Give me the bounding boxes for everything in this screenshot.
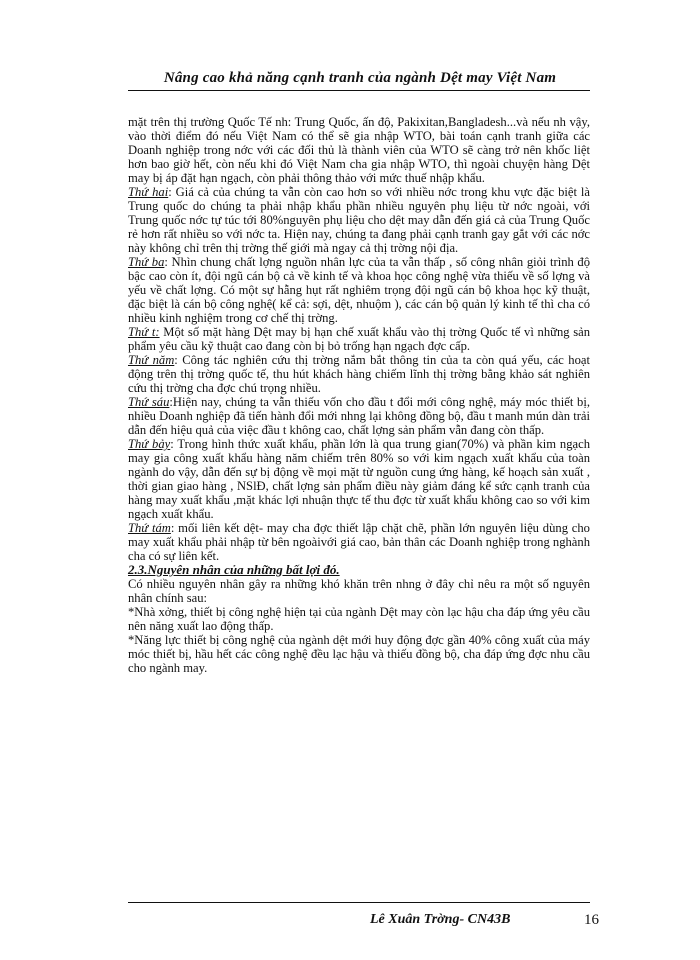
header-rule	[128, 90, 590, 91]
paragraph-lead: Thứ hai	[128, 185, 169, 199]
paragraph-thu-hai	[128, 185, 590, 255]
paragraph-thu-ba	[128, 255, 590, 325]
page-number: 16	[584, 912, 599, 928]
bullet-item: *Nhà xởng, thiết bị công nghệ hiện tại của ngành Dệt may còn lạc hậu cha đáp ứng yêu cầu nên năng xuất lao động thấp.	[128, 605, 590, 633]
section-intro: Có nhiều nguyên nhân gây ra những khó khăn trên nhng ở đây chỉ nêu ra một số nguyên nhân chính sau:	[128, 577, 590, 605]
paragraph-lead: Thứ năm	[128, 353, 175, 367]
paragraph-text: : Trong hình thức xuất khẩu, phần lớn là qua trung gian(70%) và phần kim ngạch may gia công xuất khẩu hàng năm chiếm trên 80% so với kim ngạch xuất khẩu của toàn ngành do vậy, dẫn đến sự bị động về mọi mặt từ nguồn cung ứng hàng, kế hoạch sản xuất , thời gian giao hàng , NSlĐ, chất lợng sản phẩm điều này giảm đáng kể sức cạnh tranh của hàng may xuất khẩu ,mặt khác lợi nhuận thực tế thu đợc từ xuất khẩu không cao so với kim ngạch xuất khẩu.	[128, 437, 590, 521]
footer-author: Lê Xuân Trờng- CN43B	[370, 912, 511, 927]
section-heading: 2.3.Nguyên nhân của những bất lợi đó.	[128, 562, 340, 577]
paragraph-thu-tam	[128, 521, 590, 563]
paragraph-text: : Công tác nghiên cứu thị trờng nắm bắt thông tin của ta còn quá yếu, các hoạt động trên thị trờng quốc tế, thu hút khách hàng chiếm lĩnh thị trờng bằng khảo sát nghiên cứu thị trờng cha đợc chú trọng nhiều.	[128, 353, 590, 395]
paragraph-thu-nam	[128, 353, 590, 395]
paragraph-text: : mối liên kết dệt- may cha đợc thiết lập chặt chẽ, phần lớn nguyên liệu dùng cho may xuất khẩu phải nhập từ bên ngoàivới giá cao, bản thân các Doanh nghiệp trong nghành cha có sự liên kết.	[128, 521, 590, 563]
paragraph-lead: Thứ bảy	[128, 437, 171, 451]
page-header-title: Nâng cao khả năng cạnh tranh của ngành Dệt may Việt Nam	[163, 70, 557, 86]
document-body	[128, 115, 590, 675]
paragraph-lead: Thứ ba	[128, 255, 165, 269]
paragraph-lead: Thứ tám	[128, 521, 171, 535]
paragraph-text: :Hiện nay, chúng ta vẫn thiếu vốn cho đầu t đổi mới công nghệ, máy móc thiết bị, nhiều Doanh nghiệp đã tiến hành đổi mới nhng lại không đồng bộ, đầu t manh mún dàn trải dẫn đến hiệu quả của việc đầu t không cao, chất lợng sản phẩm vẫn đang còn thấp.	[128, 395, 590, 437]
paragraph-thu-sau	[128, 395, 590, 437]
page-footer	[0, 912, 700, 932]
paragraph-text: : Nhìn chung chất lợng nguồn nhân lực của ta vẫn thấp , số công nhân giỏi trình độ bậc cao còn ít, đội ngũ cán bộ cả về kinh tế và khoa học công nghệ vừa thiếu về số lợng và yếu về chất lợng. Có một sự hẫng hụt rất nghiêm trọng đội ngũ cán bộ khoa học kỹ thuật, đặc biệt là cán bộ công nghệ( kể cả: sợi, dệt, nhuộm ), các cán bộ quản lý kinh tế thì cha có nhiều kinh nghiệm trong cơ chế thị trờng.	[128, 255, 590, 325]
paragraph-lead: Thứ t:	[128, 325, 160, 339]
intro-paragraph: mặt trên thị trường Quốc Tế nh: Trung Quốc, ấn độ, Pakixitan,Bangladesh...và nếu nh vậy, vào thời điểm đó nếu Việt Nam có thể sẽ gia nhập WTO, bài toán cạnh tranh giữa các Doanh nghiệp trong nớc với các đối thủ là thành viên của WTO sẽ càng trở nên khốc liệt hơn bao giờ hết, còn nếu khi đó Việt Nam cha gia nhập WTO, thì ngoài chuyện hàng Dệt may bị áp đặt hạn ngạch, còn phải thông thảo với mức thuế nhập khẩu.	[128, 115, 590, 185]
paragraph-thu-bay	[128, 437, 590, 521]
paragraph-thu-tu	[128, 325, 590, 353]
footer-rule	[128, 902, 590, 903]
paragraph-text: : Giá cả của chúng ta vẫn còn cao hơn so với nhiều nớc trong khu vực đặc biệt là Trung quốc do chúng ta phải nhập khẩu phần nhiều nguyên phụ liệu từ nớc ngoài, với Trung quốc nớc tự túc tới 80%nguyên phụ liệu cho dệt may dẫn đến giá cả của Trung Quốc rẻ hơn rất nhiều so với nớc ta. Hiện nay, chúng ta đang phải cạnh tranh gay gắt với các nớc này không chỉ trên thị trờng thế giới mà ngay cả thị trờng nội địa.	[128, 185, 590, 255]
paragraph-text: Một số mặt hàng Dệt may bị hạn chế xuất khẩu vào thị trờng Quốc tế vì những sản phẩm yêu cầu kỹ thuật cao đang còn bị bỏ trống hạn ngạch đợc cấp.	[128, 325, 591, 353]
bullet-item: *Năng lực thiết bị công nghệ của ngành dệt mới huy động đợc gần 40% công xuất của máy móc thiết bị, hầu hết các công nghệ đều lạc hậu và thiếu đồng bộ, cha đáp ứng đợc nhu cầu cho ngành may.	[128, 633, 590, 675]
paragraph-lead: Thứ sáu	[128, 395, 170, 409]
